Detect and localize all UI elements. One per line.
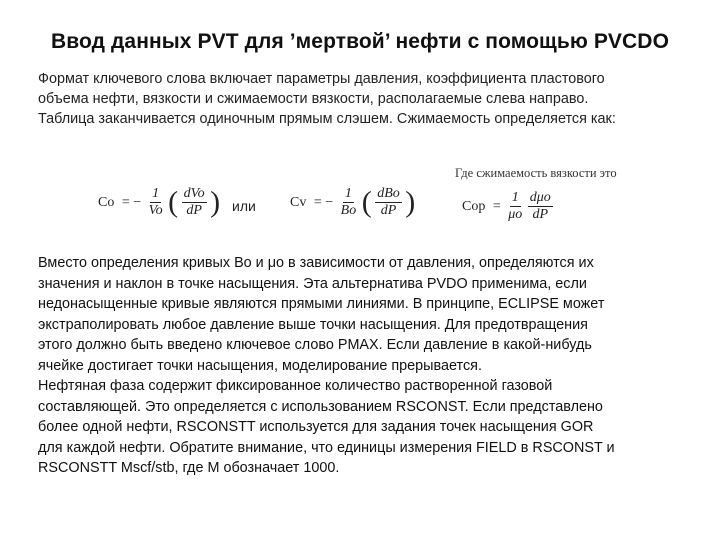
formula-viscosity-coef-den: μo <box>508 207 523 222</box>
formula-cv-coef-den: Bo <box>340 203 357 218</box>
formula-viscosity: Cop = $\frac{1}{\mu o}$ $\frac{\text{dμo}}{dP}$ <box>462 190 551 222</box>
formula-viscosity-coef-num: 1 <box>511 190 519 205</box>
formula-co-d-num: dVo <box>183 186 205 201</box>
intro-paragraph <box>38 69 706 129</box>
body-line: недонасыщенные кривые являются прямыми линиями. В принципе, ECLIPSE может <box>38 296 605 312</box>
formula-co-lhs: Co <box>98 194 115 210</box>
formula-co-d-den: dP <box>186 203 202 218</box>
formula-cv: Cv = − $\frac{1}{Bo}$ ( $\frac{\text{dBo}}{dP}$ ) <box>290 185 416 219</box>
formula-cv-coef-num: 1 <box>344 186 352 201</box>
formula-co-coef-num: 1 <box>152 186 160 201</box>
intro-line: объема нефти, вязкости и сжимаемости вязкости, располагаемые слева направо. <box>38 91 589 107</box>
intro-line: Формат ключевого слова включает параметры давления, коэффициента пластового <box>38 71 605 87</box>
body-line: Вместо определения кривых Bo и μo в зависимости от давления, определяются их <box>38 255 594 271</box>
body-line: составляющей. Это определяется с использованием RSCONST. Если представлено <box>38 398 603 415</box>
formula-viscosity-lhs: Cop <box>462 198 486 214</box>
body-line: экстраполировать любое давление выше точки насыщения. Для предотвращения <box>38 316 588 333</box>
formula-viscosity-d-num: dμo <box>529 190 551 205</box>
formula-viscosity-d-den: dP <box>532 207 549 222</box>
body-line: значения и наклон в точке насыщения. Эта альтернатива PVDO применима, если <box>38 275 587 292</box>
body-line: RSCONSTT Mscf/stb, где M обозначает 1000. <box>38 460 340 476</box>
body-line: Нефтяная фаза содержит фиксированное количество растворенной газовой <box>38 378 553 394</box>
formula-cv-d-num: dBo <box>377 186 400 201</box>
body-paragraph <box>38 253 706 479</box>
formula-co-coef-den: Vo <box>148 203 163 218</box>
body-line: для каждой нефти. Обратите внимание, что единицы измерения FIELD в RSCONST и <box>38 439 615 456</box>
formula-cv-lhs: Cv <box>290 194 307 210</box>
formula-cv-d-den: dP <box>380 203 397 218</box>
intro-line: Таблица заканчивается одиночным прямым слэшем. Сжимаемость определяется как: <box>38 111 616 127</box>
viscosity-note: Где сжимаемость вязкости это <box>455 166 617 180</box>
body-line: этого должно быть введено ключевое слово PMAX. Если давление в какой-нибудь <box>38 337 592 353</box>
formula-co: Co = − $\frac{1}{Vo}$ ( $\frac{\text{dVo}}{dP}$ ) <box>98 185 221 219</box>
body-line: более одной нефти, RSCONSTT используется для задания точек насыщения GOR <box>38 419 594 435</box>
body-line: ячейке достигает точки насыщения, моделирование прерывается. <box>38 357 482 374</box>
connector-text: или <box>232 198 256 214</box>
slide-title: Ввод данных PVT для ’мертвой’ нефти с помощью PVCDO <box>50 30 670 53</box>
